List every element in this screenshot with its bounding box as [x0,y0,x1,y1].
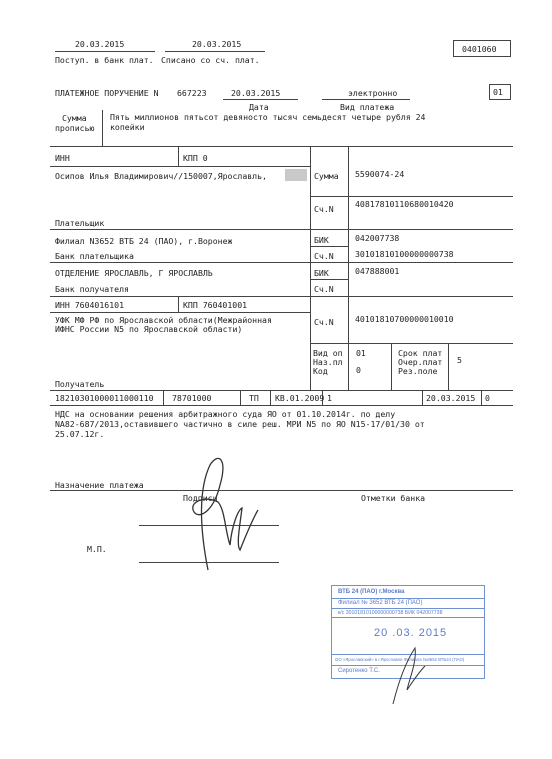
status-code: 01 [493,87,503,97]
payee-name-2: ИФНС России N5 по Ярославской области) [55,324,243,334]
divider [332,617,484,618]
divider [50,312,310,313]
tax-doc-number: 1 [327,393,332,403]
purpose-line-2: NA82-687/2013,оставившего частично в силе реш. МРИ N5 по ЯО N15-17/01/30 от [55,419,425,429]
divider [163,390,164,405]
amount-label: Сумма [62,113,87,123]
divider [310,146,311,390]
divider [270,390,271,405]
divider [481,390,482,405]
divider [310,246,349,247]
divider [50,296,513,297]
payer-bik: 042007738 [355,233,400,243]
payer-bank-account-label: Сч.N [314,251,334,261]
oktmo: 78701000 [172,393,212,403]
payer-name: Осипов Илья Владимирович//150007,Ярославль, [55,171,267,181]
order-date: 20.03.2015 [231,88,281,98]
redaction-mark [285,169,307,181]
mp-label: М.П. [87,544,107,554]
divider [50,146,513,147]
divider [178,146,179,166]
payer-bank-label: Банк плательщика [55,251,134,261]
divider [50,390,513,391]
kbk: 18210301000011000110 [55,393,154,403]
sum-value: 5590074-24 [355,169,405,179]
payee-account: 40101810700000010010 [355,314,454,324]
stamp-office: ОО «Ярославский» в г.Ярославле Филиала №3652 ВТБ24 (ПАО) [335,657,465,662]
tax-type: 0 [485,393,490,403]
payee-name: УФК МФ РФ по Ярославской области(Межрайонная [55,315,272,325]
order-number: 667223 [177,88,207,98]
divider [55,51,155,52]
divider [50,490,513,491]
op-type-label: Вид оп [313,348,343,358]
purpose-line-1: НДС на основании решения арбитражного суда ЯО от 01.10.2014г. по делу [55,409,396,419]
payer-inn-label: ИНН [55,153,70,163]
payer-account-label: Сч.N [314,204,334,214]
tax-doc-date: 20.03.2015 [426,393,476,403]
purpose-label: Назначение платежа [55,480,144,490]
stamp-branch: Филиал № 3652 ВТБ 24 (ПАО) [338,600,423,606]
tax-period: КВ.01.2009 [275,393,325,403]
purpose-line-3: 25.07.12г. [55,429,105,439]
purpose-code-label: Наз.пл [313,357,343,367]
payee-bank-name: ОТДЕЛЕНИЕ ЯРОСЛАВЛЬ, Г ЯРОСЛАВЛЬ [55,268,213,278]
code-value: 0 [356,365,361,375]
divider [391,343,392,390]
reserve-label: Рез.поле [398,366,438,376]
tax-basis: ТП [249,393,259,403]
handwritten-signature [170,450,270,580]
stamp-operator: Сиротенко Т.С. [338,668,380,674]
bank-marks-label: Отметки банка [361,493,426,503]
divider [223,99,298,100]
payment-type-label: Вид платежа [340,102,395,112]
divider [448,343,449,390]
divider [310,279,349,280]
code-label: Код [313,366,328,376]
divider [332,598,484,599]
signatures-label: Подписи [183,493,218,503]
divider [165,51,265,52]
divider [348,146,349,390]
written-off-label: Списано со сч. плат. [161,55,260,65]
deadline-label: Срок плат [398,348,443,358]
payee-account-label: Сч.N [314,317,334,327]
priority-label: Очер.плат [398,357,443,367]
received-date: 20.03.2015 [75,39,125,49]
payer-label: Плательщик [55,218,105,228]
divider [50,229,513,230]
op-type: 01 [356,348,366,358]
date-label: Дата [249,102,269,112]
payer-account: 40817810110680010420 [355,199,454,209]
stamp-details: к/с 30101810100000000738 БИК 042007738 [338,610,443,616]
divider [50,405,513,406]
payer-bik-label: БИК [314,235,329,245]
divider [422,390,423,405]
divider [310,343,513,344]
payer-kpp-label: КПП 0 [183,153,208,163]
payer-bank-account: 30101810100000000738 [355,249,454,259]
stamp-date: 20 .03. 2015 [374,627,448,639]
divider [50,262,513,263]
received-label: Поступ. в банк плат. [55,55,154,65]
payee-bank-account-label: Сч.N [314,284,334,294]
priority-value: 5 [457,355,462,365]
payer-bank-name: Филиал N3652 ВТБ 24 (ПАО), г.Воронеж [55,236,233,246]
amount-label-2: прописью [55,123,95,133]
payee-bik: 047888001 [355,266,400,276]
divider [50,166,310,167]
divider [322,99,410,100]
payee-label: Получатель [55,379,105,389]
divider [240,390,241,405]
order-title: ПЛАТЕЖНОЕ ПОРУЧЕНИЕ N [55,88,159,98]
form-code: 0401060 [462,44,497,54]
divider [178,296,179,312]
stamp-bank: ВТБ 24 (ПАО) г.Москва [338,589,405,595]
amount-words: Пять миллионов пятьсот девяносто тысяч семьдесят четыре рубля 24 [110,112,426,122]
amount-words-2: копейки [110,122,145,132]
payee-bik-label: БИК [314,268,329,278]
written-off-date: 20.03.2015 [192,39,242,49]
payee-kpp: КПП 760401001 [183,300,248,310]
payment-type: электронно [348,88,398,98]
divider [310,196,513,197]
divider [332,608,484,609]
payee-bank-label: Банк получателя [55,284,129,294]
sum-label: Сумма [314,171,339,181]
stamp-signature [385,640,430,710]
divider [102,110,103,146]
payee-inn: ИНН 7604016101 [55,300,125,310]
